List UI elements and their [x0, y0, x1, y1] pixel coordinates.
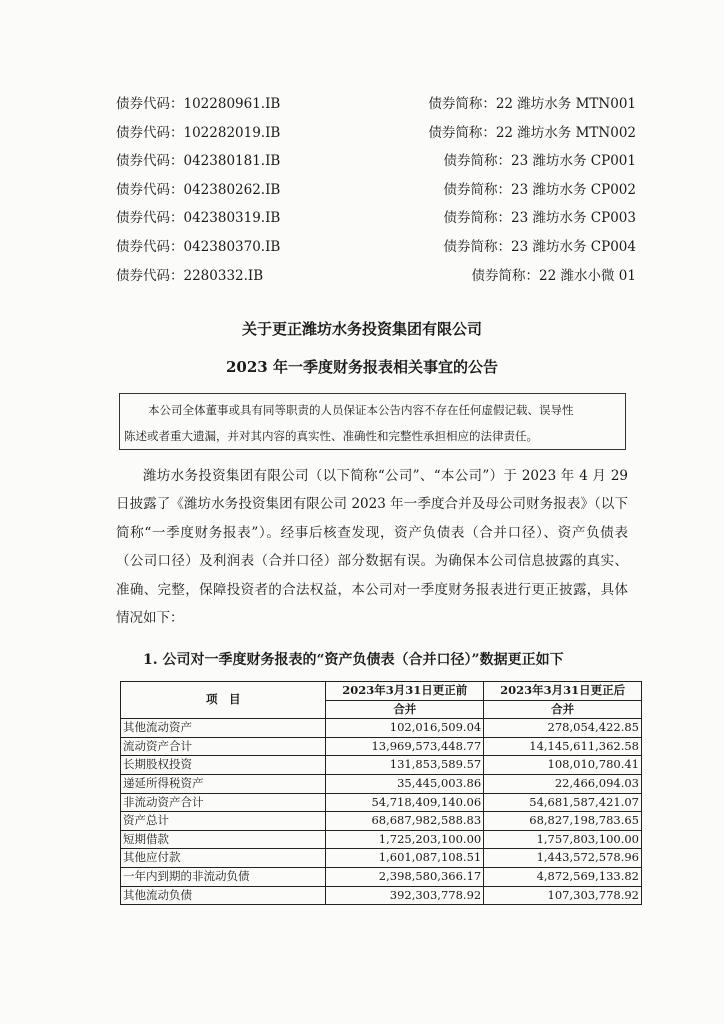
balance-sheet-correction-table: [120, 681, 642, 905]
bond-row: [116, 233, 636, 262]
bond-name: 债券简称：23 潍坊水务 CP003: [443, 210, 636, 227]
section-heading: 1. 公司对一季度财务报表的“资产负债表（合并口径）”数据更正如下: [143, 652, 564, 668]
row-before: 54,718,409,140.06: [326, 793, 484, 812]
bond-code-list: [116, 90, 636, 290]
table-row: [121, 867, 642, 886]
row-before: 13,969,573,448.77: [326, 737, 484, 756]
bond-code: 债券代码：102280961.IB: [116, 96, 281, 112]
row-after: 1,443,572,578.96: [484, 849, 642, 868]
row-after: 54,681,587,421.07: [484, 793, 642, 812]
table-row: [121, 719, 642, 738]
row-item: 长期股权投资: [121, 756, 326, 775]
row-before: 35,445,003.86: [326, 774, 484, 793]
table-header-row: [121, 682, 642, 701]
table-row: [121, 830, 642, 849]
bond-row: [116, 119, 636, 148]
row-after: 278,054,422.85: [484, 719, 642, 738]
announcement-title-line2: 2023 年一季度财务报表相关事宜的公告: [226, 358, 498, 376]
table-row: [121, 793, 642, 812]
row-item: 一年内到期的非流动负债: [121, 867, 326, 886]
row-after: 22,466,094.03: [484, 774, 642, 793]
table-row: [121, 756, 642, 775]
bond-name: 债券简称：23 潍坊水务 CP004: [443, 238, 636, 255]
row-after: 4,872,569,133.82: [484, 867, 642, 886]
bond-code: 债券代码：2280332.IB: [116, 267, 264, 284]
row-before: 1,601,087,108.51: [326, 849, 484, 868]
row-after: 68,827,198,783.65: [484, 812, 642, 831]
row-before: 392,303,778.92: [326, 886, 484, 905]
disclaimer-box: [119, 393, 626, 450]
announcement-title-line1: 关于更正潍坊水务投资集团有限公司: [241, 320, 482, 338]
bond-code: 债券代码：042380181.IB: [116, 153, 281, 170]
table-row: [121, 849, 642, 868]
row-item: 非流动资产合计: [121, 793, 326, 812]
row-after: 108,010,780.41: [484, 756, 642, 775]
row-item: 其他应付款: [121, 849, 326, 868]
bond-row: [116, 204, 636, 233]
bond-name: 债券简称：23 潍坊水务 CP002: [443, 181, 636, 198]
bond-code: 债券代码：042380262.IB: [116, 181, 281, 198]
table-row: [121, 737, 642, 756]
body-text: [116, 462, 628, 632]
bond-code: 债券代码：042380370.IB: [116, 238, 281, 255]
row-after: 107,303,778.92: [484, 886, 642, 905]
row-item: 资产总计: [121, 812, 326, 831]
table-row: [121, 886, 642, 905]
row-item: 其他流动资产: [121, 719, 326, 738]
row-item: 递延所得税资产: [121, 774, 326, 793]
row-before: 2,398,580,366.17: [326, 867, 484, 886]
row-item: 其他流动负债: [121, 886, 326, 905]
column-header-item: 项 目: [121, 682, 326, 719]
column-header-after: 2023年3月31日更正后: [484, 682, 642, 701]
bond-row: [116, 90, 636, 119]
table-row: [121, 812, 642, 831]
bond-name: 债券简称：22 潍坊水务 MTN001: [428, 96, 636, 112]
bond-name: 债券简称：23 潍坊水务 CP001: [443, 153, 636, 170]
column-header-before: 2023年3月31日更正前: [326, 682, 484, 701]
subheader-before: 合并: [326, 700, 484, 719]
row-before: 131,853,589.57: [326, 756, 484, 775]
bond-row: [116, 176, 636, 205]
row-after: 1,757,803,100.00: [484, 830, 642, 849]
bond-name: 债券简称：22 潍坊水务 MTN002: [428, 124, 636, 141]
bond-name: 债券简称：22 潍水小微 01: [471, 267, 636, 284]
row-after: 14,145,611,362.58: [484, 737, 642, 756]
body-paragraph: 潍坊水务投资集团有限公司（以下简称“公司”、“本公司”）于 2023 年 4 月 29 日披露了《潍坊水务投资集团有限公司 2023 年一季度合并及母公司财务报表》（以下简称“一季度财务报表”）。经事后核查发现，资产负债表（合并口径）、资产负债表（公司口径）及利润表（合并口径）部分数据有误。为确保本公司信息披露的真实、准确、完整，保障投资者的合法权益，本公司对一季度财务报表进行更正披露，具体情况如下：: [116, 468, 628, 627]
disclaimer-line2: 陈述或者重大遗漏，并对其内容的真实性、准确性和完整性承担相应的法律责任。: [124, 429, 538, 443]
row-item: 短期借款: [121, 830, 326, 849]
disclaimer-line1: 本公司全体董事或具有同等职责的人员保证本公告内容不存在任何虚假记载、误导性: [148, 403, 574, 417]
bond-row: [116, 262, 636, 291]
subheader-after: 合并: [484, 700, 642, 719]
table-row: [121, 774, 642, 793]
bond-row: [116, 147, 636, 176]
row-before: 102,016,509.04: [326, 719, 484, 738]
row-before: 1,725,203,100.00: [326, 830, 484, 849]
row-item: 流动资产合计: [121, 737, 326, 756]
row-before: 68,687,982,588.83: [326, 812, 484, 831]
bond-code: 债券代码：042380319.IB: [116, 210, 281, 227]
bond-code: 债券代码：102282019.IB: [116, 124, 281, 141]
